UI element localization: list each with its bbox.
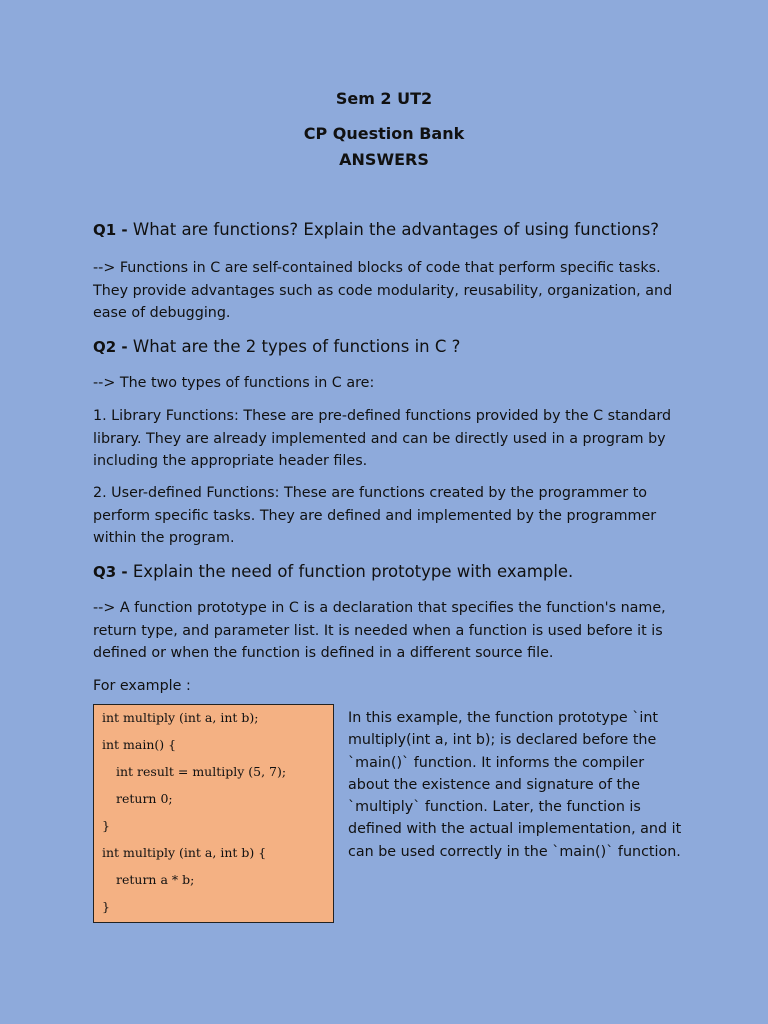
doc-title-answers: ANSWERS — [339, 150, 429, 169]
code-line: } — [102, 899, 110, 914]
q2-heading — [93, 336, 693, 358]
q3-number: Q3 - — [93, 563, 128, 581]
code-line: int multiply (int a, int b); — [102, 710, 259, 725]
q2-number: Q2 - — [93, 338, 128, 356]
code-line: int multiply (int a, int b) { — [102, 845, 267, 860]
q1-answer: --> Functions in C are self-contained blocks of code that perform specific tasks. They provide advantages such as code modularity, reusability, organization, and ease of debugging. — [93, 260, 673, 321]
doc-title-sem: Sem 2 UT2 — [335, 89, 433, 108]
code-line: return 0; — [116, 791, 173, 806]
q3-question: Explain the need of function prototype with example. — [127, 562, 574, 581]
code-example-box — [93, 704, 334, 923]
q1-question: What are functions? Explain the advantages of using functions? — [127, 220, 660, 239]
q2-question: What are the 2 types of functions in C ? — [127, 337, 461, 356]
q2-item-user-defined: 2. User-defined Functions: These are functions created by the programmer to perform specific tasks. They are defined and implemented by the programmer within the program. — [93, 485, 657, 546]
q2-item-library: 1. Library Functions: These are pre-defined functions provided by the C standard library. They are already implemented and can be directly used in a program by including the appropriate header files. — [93, 408, 672, 469]
code-line: int result = multiply (5, 7); — [116, 764, 287, 779]
code-line: return a * b; — [116, 872, 195, 887]
q2-intro: --> The two types of functions in C are: — [93, 375, 375, 391]
code-line: int main() { — [102, 737, 177, 752]
q3-example-explanation: In this example, the function prototype `int multiply(int a, int b); is declared before the `main()` function. It informs the compiler about the existence and signature of the `multiply` function. Later, the function is defined with the actual implementation, and it can be used correctly in the `main()` function. — [348, 710, 682, 860]
q1-heading — [93, 219, 693, 241]
q3-heading — [93, 561, 693, 583]
q3-for-example: For example : — [93, 678, 191, 694]
code-line: } — [102, 818, 110, 833]
q3-answer: --> A function prototype in C is a declaration that specifies the function's name, return type, and parameter list. It is needed when a function is used before it is defined or when the function is defined in a different source file. — [93, 600, 666, 661]
doc-title-bank: CP Question Bank — [303, 124, 465, 143]
q1-number: Q1 - — [93, 221, 128, 239]
